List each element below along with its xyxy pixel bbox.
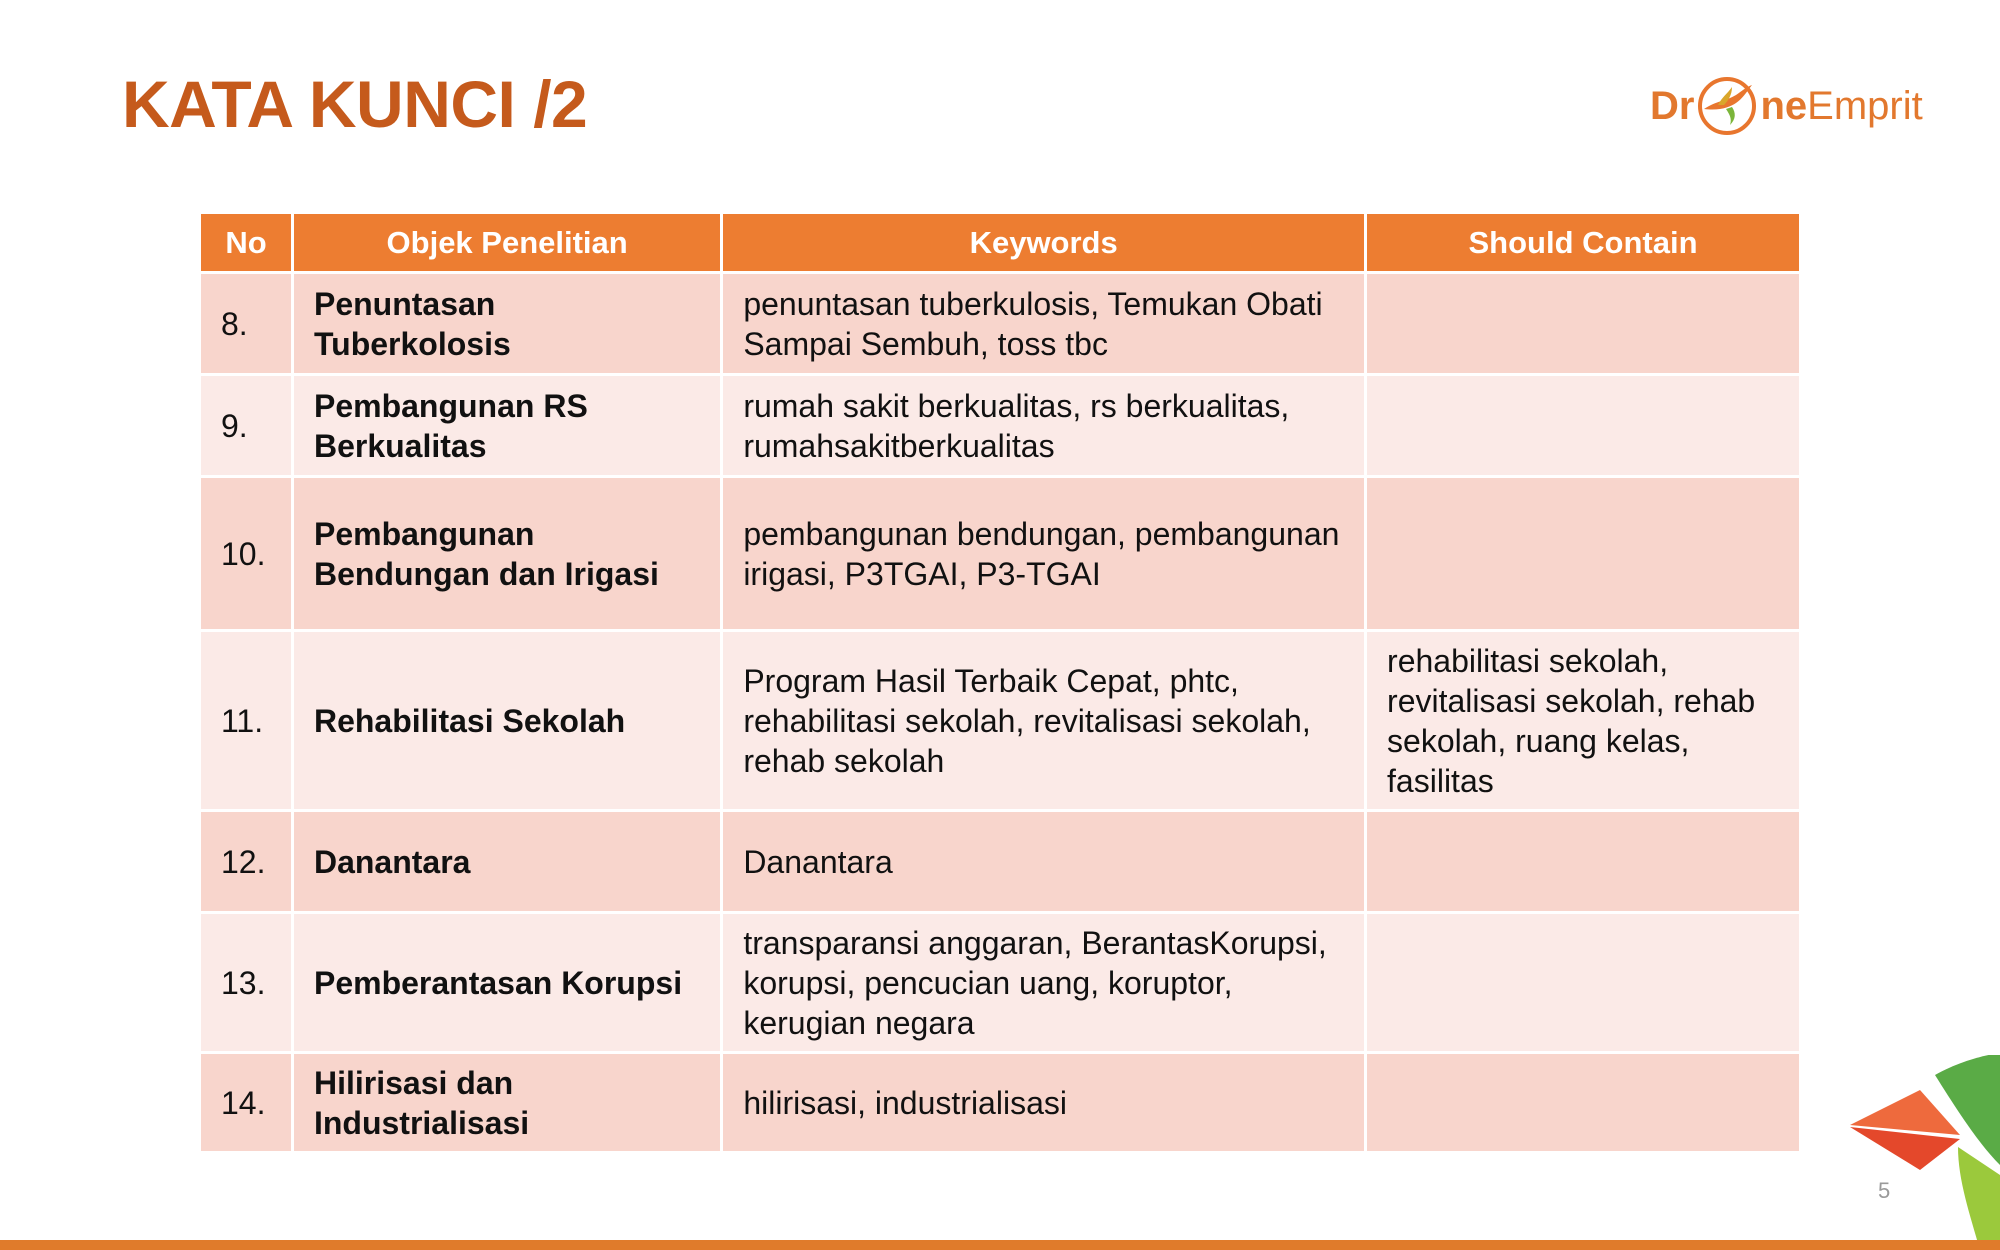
row-keywords: transparansi anggaran, BerantasKorupsi, korupsi, pencucian uang, koruptor, kerugian negara — [722, 913, 1366, 1053]
row-number: 13. — [200, 913, 293, 1053]
row-keywords: Danantara — [722, 811, 1366, 913]
table-row — [200, 1053, 1801, 1153]
row-keywords: penuntasan tuberkulosis, Temukan Obati Sampai Sembuh, toss tbc — [722, 273, 1366, 375]
row-objek: Hilirisasi dan Industrialisasi — [292, 1053, 721, 1153]
row-number: 10. — [200, 477, 293, 631]
row-should-contain — [1366, 273, 1801, 375]
header-no: No — [200, 213, 293, 273]
row-number: 14. — [200, 1053, 293, 1153]
row-should-contain — [1366, 1053, 1801, 1153]
table-header-row — [200, 213, 1801, 273]
row-number: 8. — [200, 273, 293, 375]
row-keywords: pembangunan bendungan, pembangunan irigasi, P3TGAI, P3-TGAI — [722, 477, 1366, 631]
row-number: 9. — [200, 375, 293, 477]
logo-text-ne: ne — [1760, 83, 1808, 128]
table-row — [200, 811, 1801, 913]
header-objek: Objek Penelitian — [292, 213, 721, 273]
logo-text-dr: Dr — [1650, 83, 1695, 128]
row-objek: Pembangunan RS Berkualitas — [292, 375, 721, 477]
row-should-contain — [1366, 375, 1801, 477]
drone-emprit-logo — [1650, 72, 1923, 140]
row-keywords: hilirisasi, industrialisasi — [722, 1053, 1366, 1153]
table-row — [200, 477, 1801, 631]
row-objek: Rehabilitasi Sekolah — [292, 631, 721, 811]
row-should-contain — [1366, 477, 1801, 631]
row-number: 11. — [200, 631, 293, 811]
row-keywords: rumah sakit berkualitas, rs berkualitas, rumahsakitberkualitas — [722, 375, 1366, 477]
keywords-table — [198, 211, 1802, 1154]
row-objek: Pemberantasan Korupsi — [292, 913, 721, 1053]
logo-text-emprit: Emprit — [1807, 83, 1923, 128]
corner-leaf-decoration — [1840, 1055, 2000, 1250]
table-row — [200, 913, 1801, 1053]
row-keywords: Program Hasil Terbaik Cepat, phtc, rehabilitasi sekolah, revitalisasi sekolah, rehab sekolah — [722, 631, 1366, 811]
bottom-accent-bar — [0, 1240, 2000, 1250]
table-row — [200, 631, 1801, 811]
row-should-contain — [1366, 811, 1801, 913]
row-objek: Penuntasan Tuberkolosis — [292, 273, 721, 375]
table-row — [200, 273, 1801, 375]
row-number: 12. — [200, 811, 293, 913]
row-objek: Danantara — [292, 811, 721, 913]
row-should-contain: rehabilitasi sekolah, revitalisasi sekolah, rehab sekolah, ruang kelas, fasilitas — [1366, 631, 1801, 811]
header-keywords: Keywords — [722, 213, 1366, 273]
bird-logo-icon — [1696, 75, 1758, 137]
slide-title: KATA KUNCI /2 — [122, 67, 588, 141]
page-number: 5 — [1878, 1178, 1891, 1203]
row-objek: Pembangunan Bendungan dan Irigasi — [292, 477, 721, 631]
row-should-contain — [1366, 913, 1801, 1053]
table-row — [200, 375, 1801, 477]
header-should-contain: Should Contain — [1366, 213, 1801, 273]
